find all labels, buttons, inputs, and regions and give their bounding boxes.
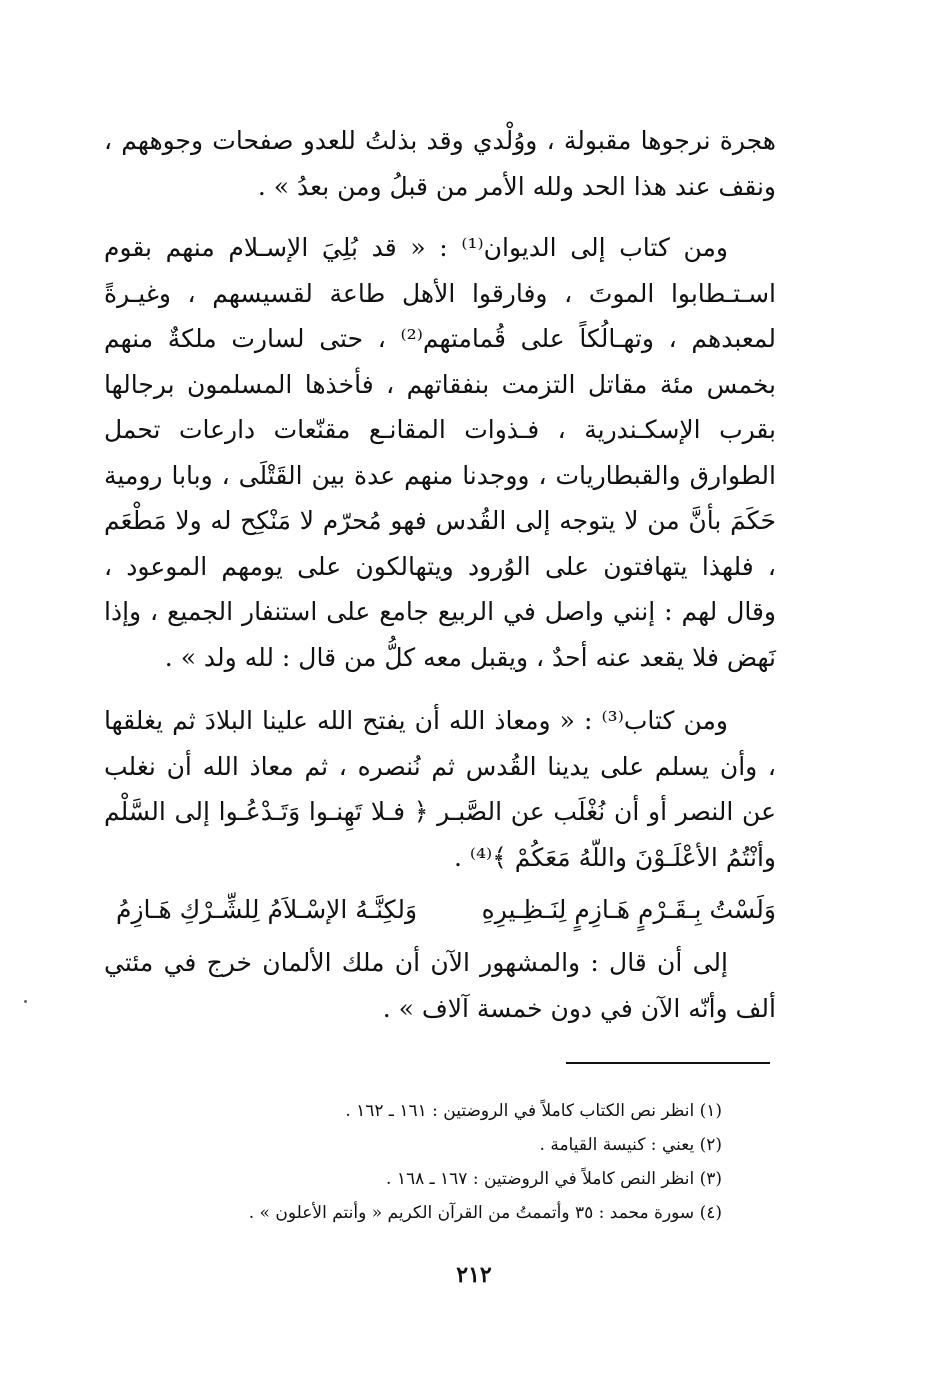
margin-speck xyxy=(24,1000,27,1003)
closing-paragraph: إلى أن قال : والمشهور الآن أن ملك الألمان خرج في مئتي ألف وأنّه الآن في دون خمسة آلاف » . xyxy=(104,948,776,1023)
verse-left-hemistich: وَلكِنَّـهُ الإسْـلاَمُ لِلشِّـرْكِ هَـازِمُ xyxy=(116,895,418,924)
footnote-1: (١) انظر نص الكتاب كاملاً في الروضتين : ١٦١ ـ ١٦٢ . xyxy=(345,1101,722,1121)
paragraph-3: ومن كتاب⁽³⁾ : « ومعاذ الله أن يفتح الله علينا البلادَ ثم يغلقها ، وأن يسلم على يدينا القُدس ثم نُنصره ، ثم معاذ الله أن نغلب عن النصر أو أن نُغْلَب عن الصَّبـر ﴿ فـلا تَهِنـوا وَتَـدْعُـوا إلى السَّلْم وأنْتُمُ الأعْلَـوْنَ واللّهُ مَعَكُمْ ﴾⁽⁴⁾ . xyxy=(104,706,777,872)
footnotes xyxy=(162,1094,722,1230)
footnote-divider xyxy=(566,1062,770,1064)
footnote-4: (٤) سورة محمد : ٣٥ وأتممتُ من القرآن الكريم « وأنتم الأعلون » . xyxy=(248,1203,722,1223)
paragraph-1: هجرة نرجوها مقبولة ، ووُلْدي وقد بذلتُ للعدو صفحات وجوههم ، ونقف عند هذا الحد ولله الأمر من قبلُ ومن بعدُ » . xyxy=(104,126,776,201)
paragraph-2: ومن كتاب إلى الديوان⁽¹⁾ : « قد بُلِيَ الإسـلام منهم بقوم اسـتـطابوا الموتَ ، وفارقوا الأهل طاعة لقسيسهم ، وغيـرةً لمعبدهم ، وتهـالُكاً على قُمامتهم⁽²⁾ ، حتى لسارت ملكةٌ منهم بخمس مئة مقاتل التزمت بنفقاتهم ، فأخذها المسلمون برجالها بقرب الإسكـندرية ، فـذوات المقانـع مقنّعات دارعات تحمل الطوارق والقبطاريات ، ووجدنا منهم عدة بين القَتْلَى ، وبابا رومية حَكَمَ بأنَّ من لا يتوجه إلى القُدس فهو مُحرّم لا مَنْكِح له ولا مَطْعَم ، فلهذا يتهافتون على الوُرود ويتهالكون على يومهم الموعود ، وقال لهم : إنني واصل في الربيع جامع على استنفار الجميع ، وإذا نَهض فلا يقعد عنه أحدٌ ، ويقبل معه كلُّ من قال : لله ولد » . xyxy=(104,233,776,672)
page-number: ٢١٢ xyxy=(456,1262,492,1288)
footnote-2: (٢) يعني : كنيسة القيامة . xyxy=(539,1135,722,1155)
verse-right-hemistich: وَلَسْتُ بِـقَـرْمٍ هَـازِمٍ لِنَـظِـيرِهِ xyxy=(481,895,776,924)
poetry-verse xyxy=(104,886,776,934)
main-text xyxy=(104,118,776,1031)
footnote-3: (٣) انظر النص كاملاً في الروضتين : ١٦٧ ـ ١٦٨ . xyxy=(386,1169,722,1189)
